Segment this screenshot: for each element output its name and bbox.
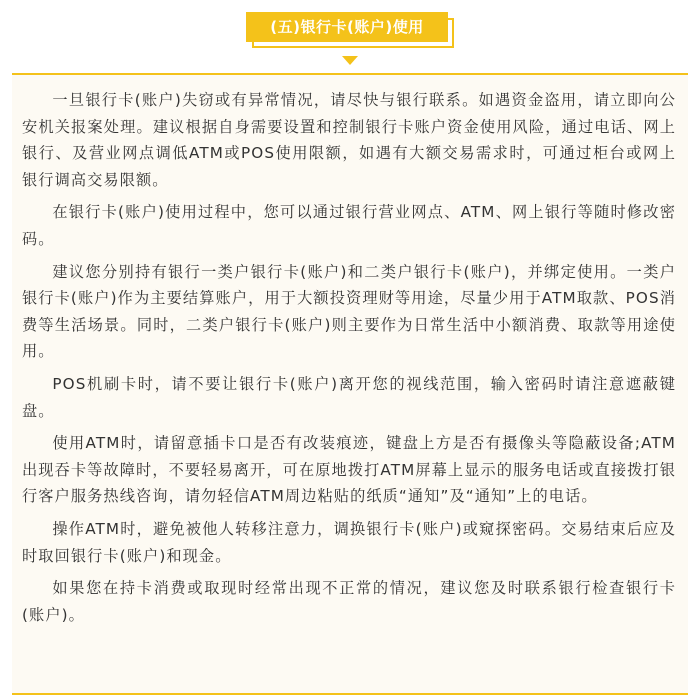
paragraph-account-types: 建议您分别持有银行一类户银行卡(账户)和二类户银行卡(账户)，并绑定使用。一类户银行卡(账户)作为主要结算账户，用于大额投资理财等用途，尽量少用于ATM取款、POS消费等生活场景。同时，二类户银行卡(账户)则主要作为日常生活中小额消费、取款等用途使用。	[22, 262, 676, 361]
down-arrow-icon	[342, 56, 358, 65]
paragraph-pos-usage: POS机刷卡时，请不要让银行卡(账户)离开您的视线范围，输入密码时请注意遮蔽键盘。	[22, 374, 676, 420]
content-panel	[12, 73, 688, 695]
paragraph-atm-operation: 操作ATM时，避免被他人转移注意力，调换银行卡(账户)或窥探密码。交易结束后应及时取回银行卡(账户)和现金。	[22, 519, 676, 565]
paragraph-change-password: 在银行卡(账户)使用过程中，您可以通过银行营业网点、ATM、网上银行等随时修改密码。	[22, 203, 676, 248]
section-header	[0, 0, 700, 70]
title-badge	[246, 12, 456, 48]
paragraph-atm-check: 使用ATM时，请留意插卡口是否有改装痕迹，键盘上方是否有摄像头等隐蔽设备;ATM出现吞卡等故障时，不要轻易离开，可在原地拨打ATM屏幕上显示的服务电话或直接拨打银行客户服务热线咨询，请勿轻信ATM周边粘贴的纸质“通知”及“通知”上的电话。	[22, 434, 676, 506]
paragraph-contact-bank: 如果您在持卡消费或取现时经常出现不正常的情况，建议您及时联系银行检查银行卡(账户)。	[22, 579, 676, 624]
paragraph-card-loss: 一旦银行卡(账户)失窃或有异常情况，请尽快与银行联系。如遇资金盗用，请立即向公安机关报案处理。建议根据自身需要设置和控制银行卡账户资金使用风险，通过电话、网上银行、及营业网点调低ATM或POS使用限额，如遇有大额交易需求时，可通过柜台或网上银行调高交易限额。	[22, 91, 676, 189]
section-title: (五)银行卡(账户)使用	[246, 12, 448, 42]
